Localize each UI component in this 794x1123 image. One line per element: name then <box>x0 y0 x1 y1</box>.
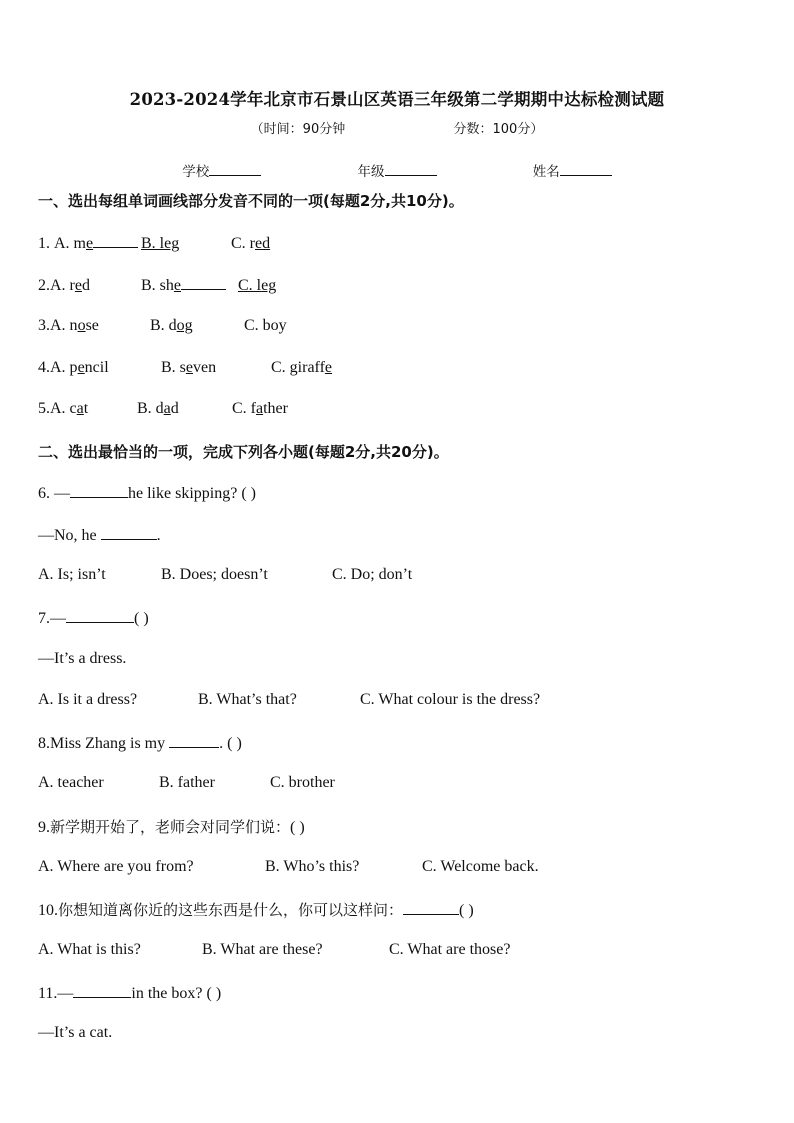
q5-option-b[interactable]: B. dad <box>137 400 179 417</box>
q9-option-c[interactable]: C. Welcome back. <box>422 858 539 875</box>
name-blank[interactable] <box>560 161 612 176</box>
q8-option-a[interactable]: A. teacher <box>38 774 104 791</box>
grade-field: 年级 <box>358 160 437 180</box>
grade-blank[interactable] <box>385 161 437 176</box>
q9-option-b[interactable]: B. Who’s this? <box>265 858 360 875</box>
question-7-stem: 7.— ( ) <box>38 610 149 627</box>
question-11-answer: —It’s a cat. <box>38 1024 113 1041</box>
school-field: 学校 <box>182 160 261 180</box>
q4-option-a[interactable]: A. pencil <box>50 359 109 376</box>
q1-option-a[interactable]: A. me <box>54 233 141 253</box>
question-10-stem: 10.你想知道离你近的这些东西是什么，你可以这样问： ( ) <box>38 901 474 919</box>
q3-option-a[interactable]: A. nose <box>50 317 99 334</box>
q2-option-a[interactable]: A. red <box>50 277 90 294</box>
question-8-stem: 8.Miss Zhang is my . ( ) <box>38 735 242 752</box>
question-6-stem: 6. — he like skipping? ( ) <box>38 485 256 502</box>
q9-option-a[interactable]: A. Where are you from? <box>38 858 194 875</box>
q6-blank-2[interactable] <box>101 525 157 540</box>
question-10-options <box>38 941 510 959</box>
q8-option-b[interactable]: B. father <box>159 774 215 791</box>
q7-option-c[interactable]: C. What colour is the dress? <box>360 691 541 708</box>
q10-option-c[interactable]: C. What are those? <box>389 941 511 958</box>
question-6-options <box>38 566 412 584</box>
q5-option-a[interactable]: A. cat <box>50 400 89 417</box>
section2-heading: 二、选出最恰当的一项，完成下列各小题(每题2分,共20分)。 <box>38 443 449 461</box>
q3-option-b[interactable]: B. dog <box>150 317 193 334</box>
q7-option-a[interactable]: A. Is it a dress? <box>38 691 138 708</box>
q4-option-c[interactable]: C. giraffe <box>271 359 333 376</box>
q10-option-b[interactable]: B. What are these? <box>202 941 323 958</box>
exam-title: 2023-2024学年北京市石景山区英语三年级第二学期期中达标检测试题 <box>129 90 665 109</box>
section1-heading: 一、选出每组单词画线部分发音不同的一项(每题2分,共10分)。 <box>38 192 464 210</box>
name-field: 姓名 <box>533 160 612 180</box>
q2-option-b[interactable]: B. she <box>141 275 238 295</box>
q3-option-c[interactable]: C. boy <box>244 317 287 334</box>
question-9-options <box>38 858 539 876</box>
q10-option-a[interactable]: A. What is this? <box>38 941 141 958</box>
q2-option-c[interactable]: C. leg <box>238 277 277 294</box>
question-7-answer: —It’s a dress. <box>38 650 127 667</box>
q6-blank-1[interactable] <box>70 483 128 498</box>
school-blank[interactable] <box>209 161 261 176</box>
question-7-options <box>38 691 540 709</box>
q6-option-c[interactable]: C. Do; don’t <box>332 566 413 583</box>
question-2: 2.A. red B. she C. leg <box>38 277 277 294</box>
question-4: 4.A. pencil B. seven C. giraffe <box>38 359 333 376</box>
q6-option-b[interactable]: B. Does; doesn’t <box>161 566 268 583</box>
time-limit: （时间：90分钟 <box>250 122 346 137</box>
question-6-answer: —No, he . <box>38 527 161 544</box>
question-3: 3.A. nose B. dog C. boy <box>38 317 287 334</box>
q8-option-c[interactable]: C. brother <box>270 774 335 791</box>
q10-blank[interactable] <box>403 900 459 915</box>
total-score: 分数：100分） <box>453 122 544 137</box>
q8-blank[interactable] <box>169 733 219 748</box>
question-11-stem: 11.— in the box? ( ) <box>38 985 222 1002</box>
q1-option-b[interactable]: B. leg <box>141 235 180 252</box>
q7-blank[interactable] <box>66 608 134 623</box>
question-9-stem: 9.新学期开始了，老师会对同学们说：( ) <box>38 818 305 836</box>
q7-option-b[interactable]: B. What’s that? <box>198 691 297 708</box>
question-1: 1. A. me B. leg C. red <box>38 235 271 252</box>
q4-option-b[interactable]: B. seven <box>161 359 217 376</box>
question-5: 5.A. cat B. dad C. father <box>38 400 288 417</box>
q5-option-c[interactable]: C. father <box>232 400 288 417</box>
question-8-options <box>38 774 335 792</box>
student-info <box>0 160 794 180</box>
exam-meta <box>0 118 794 137</box>
q1-option-c[interactable]: C. red <box>231 235 271 252</box>
q11-blank[interactable] <box>73 983 131 998</box>
q6-option-a[interactable]: A. Is; isn’t <box>38 566 106 583</box>
